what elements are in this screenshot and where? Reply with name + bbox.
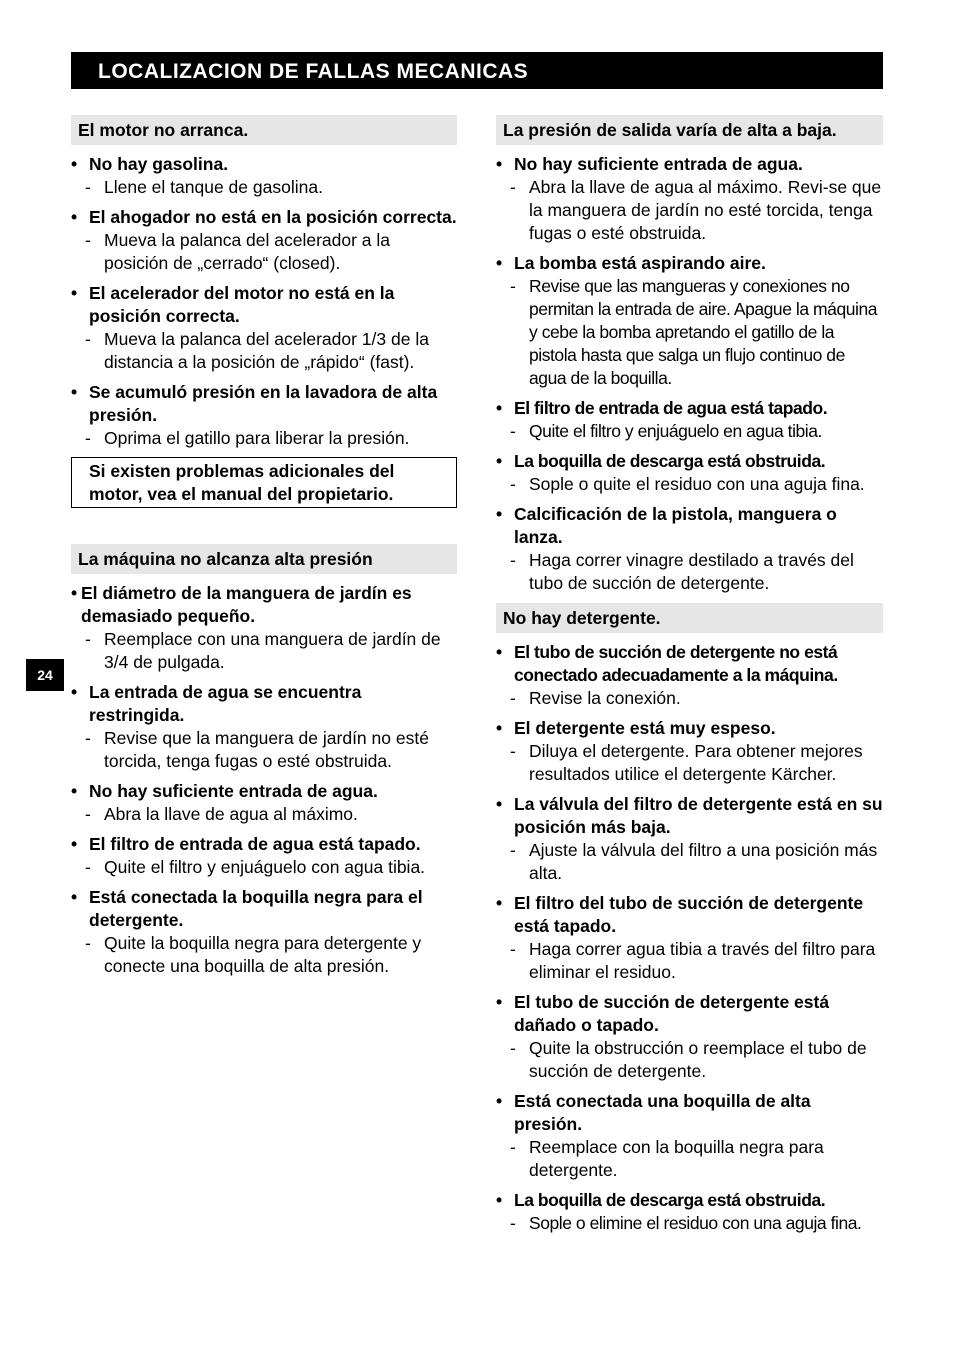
cause-text: Está conectada la boquilla negra para el detergente. bbox=[89, 887, 423, 930]
cause-text: El tubo de succión de detergente no está conectado adecuadamente a la máquina. bbox=[514, 642, 838, 685]
list-item bbox=[71, 282, 457, 374]
bullet-icon: • bbox=[71, 781, 78, 801]
cause-text: El diámetro de la manguera de jardín es demasiado pequeño. bbox=[81, 583, 412, 626]
bullet-icon: • bbox=[496, 1190, 502, 1210]
fix-text: Reemplace con una manguera de jardín de 3/4 de pulgada. bbox=[104, 629, 441, 672]
cause-text: Se acumuló presión en la lavadora de alta presión. bbox=[89, 382, 438, 425]
cause-text: La boquilla de descarga está obstruida. bbox=[514, 451, 826, 471]
item-list bbox=[496, 153, 883, 595]
dash-icon: - bbox=[85, 177, 91, 197]
cause-text: El filtro de entrada de agua está tapado. bbox=[514, 398, 828, 418]
cause-text: La boquilla de descarga está obstruida. bbox=[514, 1190, 826, 1210]
list-item bbox=[71, 381, 457, 450]
bullet-icon: • bbox=[496, 398, 502, 418]
list-item bbox=[496, 641, 883, 710]
list-item bbox=[496, 153, 883, 245]
fix-text: Mueva la palanca del acelerador a la posición de „cerrado“ (closed). bbox=[104, 230, 391, 273]
bullet-icon: • bbox=[496, 253, 503, 273]
dash-icon: - bbox=[510, 1137, 516, 1157]
section-heading: El motor no arranca. bbox=[71, 115, 457, 145]
fix-text: Quite el filtro y enjuáguelo en agua tibia. bbox=[529, 421, 822, 441]
cause-text: La entrada de agua se encuentra restringida. bbox=[89, 682, 362, 725]
list-item bbox=[496, 991, 883, 1083]
cause-text: El filtro del tubo de succión de detergente está tapado. bbox=[514, 893, 864, 936]
fix-text: Oprima el gatillo para liberar la presión. bbox=[104, 428, 410, 448]
list-item bbox=[496, 717, 883, 786]
section-pressure-varies bbox=[496, 115, 883, 595]
dash-icon: - bbox=[510, 939, 516, 959]
bullet-icon: • bbox=[71, 382, 78, 402]
cause-text: El ahogador no está en la posición correcta. bbox=[89, 207, 457, 227]
list-item bbox=[496, 503, 883, 595]
cause-text: La válvula del filtro de detergente está en su posición más baja. bbox=[514, 794, 883, 837]
section-engine-no-start bbox=[71, 115, 457, 508]
fix-text: Abra la llave de agua al máximo. Revi-se que la manguera de jardín no esté torcida, tenga fugas o esté obstruida. bbox=[529, 177, 882, 243]
dash-icon: - bbox=[85, 428, 91, 448]
dash-icon: - bbox=[510, 421, 516, 441]
dash-icon: - bbox=[510, 1038, 516, 1058]
fix-text: Ajuste la válvula del filtro a una posición más alta. bbox=[529, 840, 878, 883]
cause-text: No hay gasolina. bbox=[89, 154, 229, 174]
page-number: 24 bbox=[26, 659, 64, 691]
fix-text: Quite el filtro y enjuáguelo con agua tibia. bbox=[104, 857, 426, 877]
bullet-icon: • bbox=[71, 583, 78, 603]
bullet-icon: • bbox=[496, 1091, 503, 1111]
fix-text: Revise que la manguera de jardín no esté torcida, tenga fugas o esté obstruida. bbox=[104, 728, 429, 771]
list-item bbox=[496, 252, 883, 390]
item-list bbox=[71, 153, 457, 450]
section-no-high-pressure bbox=[71, 544, 457, 978]
list-item bbox=[71, 780, 457, 826]
cause-text: No hay suficiente entrada de agua. bbox=[89, 781, 378, 801]
cause-text: El detergente está muy espeso. bbox=[514, 718, 776, 738]
dash-icon: - bbox=[85, 329, 91, 349]
list-item bbox=[496, 450, 883, 496]
dash-icon: - bbox=[510, 688, 516, 708]
bullet-icon: • bbox=[71, 283, 78, 303]
cause-text: El acelerador del motor no está en la posición correcta. bbox=[89, 283, 395, 326]
fix-text: Abra la llave de agua al máximo. bbox=[104, 804, 358, 824]
bullet-icon: • bbox=[496, 642, 502, 662]
fix-text: Reemplace con la boquilla negra para detergente. bbox=[529, 1137, 824, 1180]
cause-text: Está conectada una boquilla de alta presión. bbox=[514, 1091, 811, 1134]
dash-icon: - bbox=[85, 728, 91, 748]
section-no-detergent bbox=[496, 603, 883, 1235]
fix-text: Diluya el detergente. Para obtener mejores resultados utilice el detergente Kärcher. bbox=[529, 741, 863, 784]
bullet-icon: • bbox=[71, 207, 78, 227]
section-heading: La presión de salida varía de alta a baja. bbox=[496, 115, 883, 145]
list-item bbox=[71, 582, 457, 674]
section-heading: La máquina no alcanza alta presión bbox=[71, 544, 457, 574]
item-list bbox=[71, 582, 457, 978]
bullet-icon: • bbox=[71, 154, 78, 174]
dash-icon: - bbox=[85, 933, 91, 953]
list-item bbox=[496, 397, 883, 443]
cause-text: El filtro de entrada de agua está tapado. bbox=[89, 834, 421, 854]
list-item bbox=[496, 793, 883, 885]
list-item bbox=[71, 681, 457, 773]
list-item bbox=[71, 833, 457, 879]
cause-text: El tubo de succión de detergente está dañado o tapado. bbox=[514, 992, 830, 1035]
item-list bbox=[496, 641, 883, 1235]
fix-text: Haga correr vinagre destilado a través del tubo de succión de detergente. bbox=[529, 550, 854, 593]
fix-text: Quite la boquilla negra para detergente y conecte una boquilla de alta presión. bbox=[104, 933, 422, 976]
list-item bbox=[496, 1090, 883, 1182]
list-item bbox=[496, 1189, 883, 1235]
dash-icon: - bbox=[510, 474, 516, 494]
fix-text: Mueva la palanca del acelerador 1/3 de la distancia a la posición de „rápido“ (fast). bbox=[104, 329, 429, 372]
bullet-icon: • bbox=[71, 682, 78, 702]
fix-text: Llene el tanque de gasolina. bbox=[104, 177, 323, 197]
note-box: Si existen problemas adicionales del motor, vea el manual del propietario. bbox=[71, 457, 457, 508]
dash-icon: - bbox=[510, 1213, 516, 1233]
dash-icon: - bbox=[510, 550, 516, 570]
right-column bbox=[496, 115, 883, 1242]
fix-text: Quite la obstrucción o reemplace el tubo de succión de detergente. bbox=[529, 1038, 867, 1081]
dash-icon: - bbox=[510, 276, 516, 296]
dash-icon: - bbox=[510, 741, 516, 761]
bullet-icon: • bbox=[496, 992, 503, 1012]
list-item bbox=[71, 206, 457, 275]
bullet-icon: • bbox=[496, 893, 503, 913]
bullet-icon: • bbox=[71, 834, 78, 854]
dash-icon: - bbox=[85, 804, 91, 824]
bullet-icon: • bbox=[496, 794, 503, 814]
bullet-icon: • bbox=[71, 887, 78, 907]
cause-text: No hay suficiente entrada de agua. bbox=[514, 154, 803, 174]
fix-text: Revise que las mangueras y conexiones no permitan la entrada de aire. Apague la máquina y cebe la bomba apretando el gatillo de la pistola hasta que salga un flujo continuo de agua de la boquilla. bbox=[529, 276, 878, 388]
fix-text: Sople o elimine el residuo con una aguja fina. bbox=[529, 1213, 862, 1233]
dash-icon: - bbox=[85, 857, 91, 877]
list-item bbox=[71, 153, 457, 199]
dash-icon: - bbox=[510, 177, 516, 197]
list-item bbox=[71, 886, 457, 978]
fix-text: Sople o quite el residuo con una aguja fina. bbox=[529, 474, 865, 494]
bullet-icon: • bbox=[496, 154, 503, 174]
section-heading: No hay detergente. bbox=[496, 603, 883, 633]
fix-text: Revise la conexión. bbox=[529, 688, 681, 708]
bullet-icon: • bbox=[496, 718, 503, 738]
dash-icon: - bbox=[85, 629, 91, 649]
left-column bbox=[71, 115, 457, 985]
page-title: LOCALIZACION DE FALLAS MECANICAS bbox=[71, 52, 883, 89]
bullet-icon: • bbox=[496, 504, 503, 524]
dash-icon: - bbox=[510, 840, 516, 860]
dash-icon: - bbox=[85, 230, 91, 250]
fix-text: Haga correr agua tibia a través del filtro para eliminar el residuo. bbox=[529, 939, 876, 982]
cause-text: La bomba está aspirando aire. bbox=[514, 253, 766, 273]
list-item bbox=[496, 892, 883, 984]
bullet-icon: • bbox=[496, 451, 502, 471]
cause-text: Calcificación de la pistola, manguera o lanza. bbox=[514, 504, 837, 547]
